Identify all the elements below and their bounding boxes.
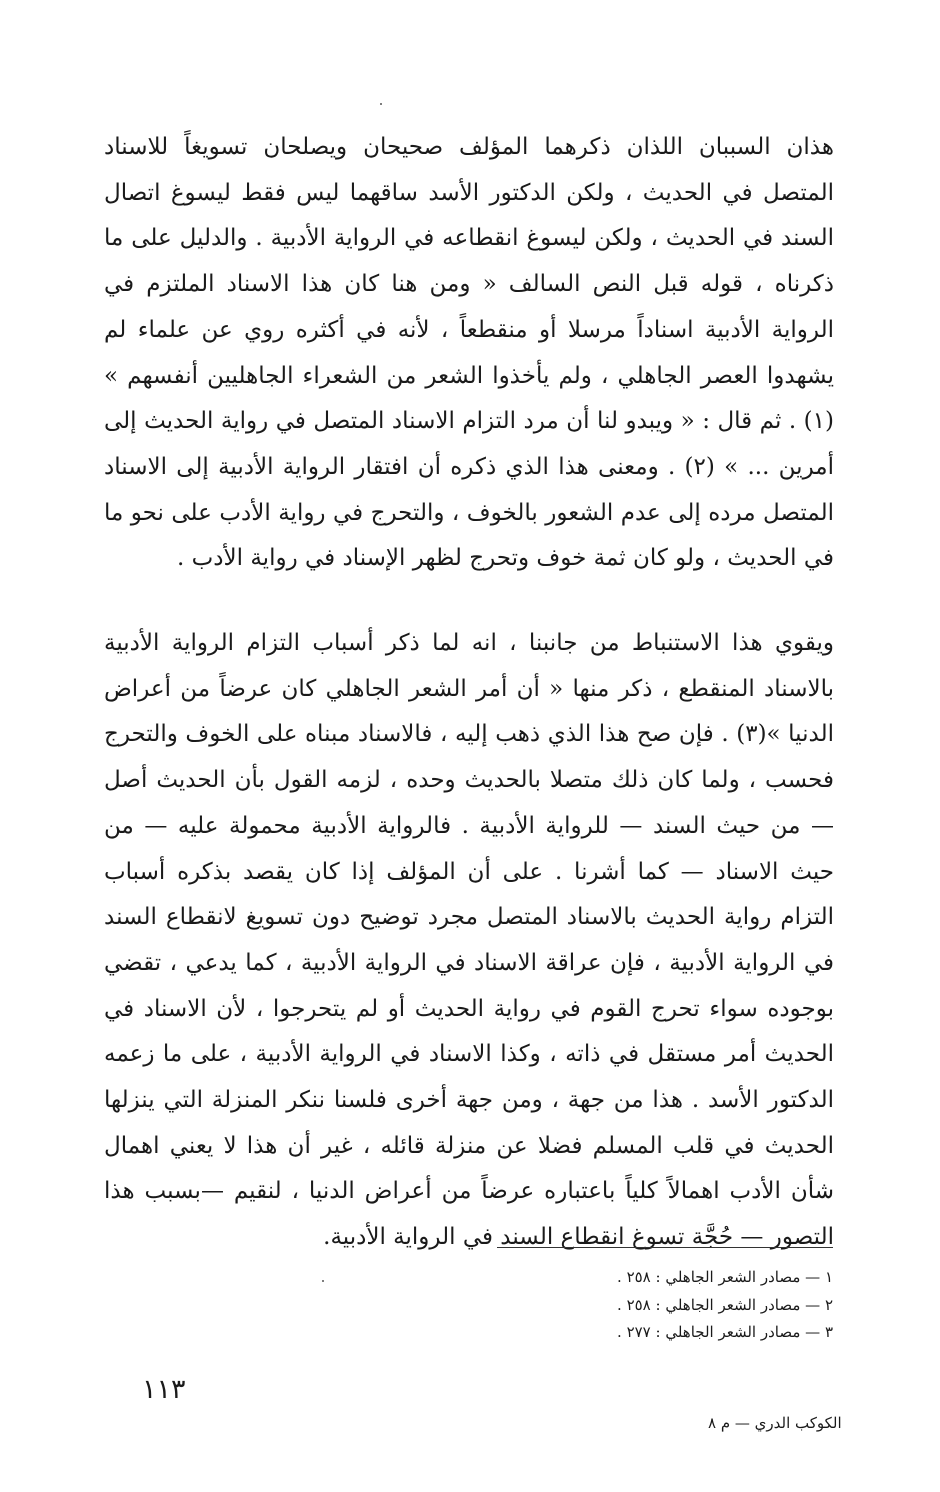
body-paragraph-2: ويقوي هذا الاستنباط من جانبنا ، انه لما ذكر أسباب التزام الرواية الأدبية بالاسناد المنقطع ، ذكر منها « أن أمر الشعر الجاهلي كان عرضاً من أعراض الدنيا »(٣) . فإن صح هذا الذي ذهب إليه ، فالاسناد مبناه على الخوف والتحرج فحسب ، ولما كان ذلك متصلا بالحديث وحده ، لزمه القول بأن الحديث أصل — من حيث السند — للرواية الأدبية . فالرواية الأدبية محمولة عليه — من حيث الاسناد — كما أشرنا . على أن المؤلف إذا كان يقصد بذكره أسباب التزام رواية الحديث بالاسناد المتصل مجرد توضيح دون تسويغ لانقطاع السند في الرواية الأدبية ، فإن عراقة الاسناد في الرواية الأدبية ، كما يدعي ، تقضي بوجوده سواء تحرج القوم في رواية الحديث أو لم يتحرجوا ، لأن الاسناد في الحديث أمر مستقل في ذاته ، وكذا الاسناد في الرواية الأدبية ، على ما زعمه الدكتور الأسد . هذا من جهة ، ومن جهة أخرى فلسنا ننكر المنزلة التي ينزلها الحديث في قلب المسلم فضلا عن منزلة قائله ، غير أن هذا لا يعني اهمال شأن الأدب اهمالاً كلياً باعتباره عرضاً من أعراض الدنيا ، لنقيم —بسبب هذا التصور — حُجَّة تسوغ انقطاع السند في الرواية الأدبية. (104, 630, 834, 1251)
scan-speck (322, 1280, 324, 1282)
footnote-3: ٣ — مصادر الشعر الجاهلي : ٢٧٧ . (617, 1323, 833, 1341)
footnote-separator (497, 1247, 833, 1248)
footnote-1: ١ — مصادر الشعر الجاهلي : ٢٥٨ . (617, 1268, 833, 1286)
footnotes (493, 1264, 833, 1347)
scan-speck (380, 103, 382, 105)
body-paragraph-1: هذان السببان اللذان ذكرهما المؤلف صحيحان ويصلحان تسويغاً للاسناد المتصل في الحديث ، ولكن الدكتور الأسد ساقهما ليس فقط ليسوغ اتصال السند في الحديث ، ولكن ليسوغ انقطاعه في الرواية الأدبية . والدليل على ما ذكرناه ، قوله قبل النص السالف « ومن هنا كان هذا الاسناد الملتزم في الرواية الأدبية اسناداً مرسلا أو منقطعاً ، لأنه في أكثره روي عن علماء لم يشهدوا العصر الجاهلي ، ولم يأخذوا الشعر من الشعراء الجاهليين أنفسهم » (١) . ثم قال : « ويبدو لنا أن مرد التزام الاسناد المتصل في رواية الحديث إلى أمرين ... » (٢) . ومعنى هذا الذي ذكره أن افتقار الرواية الأدبية إلى الاسناد المتصل مرده إلى عدم الشعور بالخوف ، والتحرج في رواية الأدب على نحو ما في الحديث ، ولو كان ثمة خوف وتحرج لظهر الإسناد في رواية الأدب . (104, 134, 834, 572)
footnote-2: ٢ — مصادر الشعر الجاهلي : ٢٥٨ . (617, 1295, 833, 1314)
page-number: ١١٣ (142, 1374, 186, 1405)
printer-signature: الكوكب الدري — م ٨ (708, 1414, 842, 1432)
